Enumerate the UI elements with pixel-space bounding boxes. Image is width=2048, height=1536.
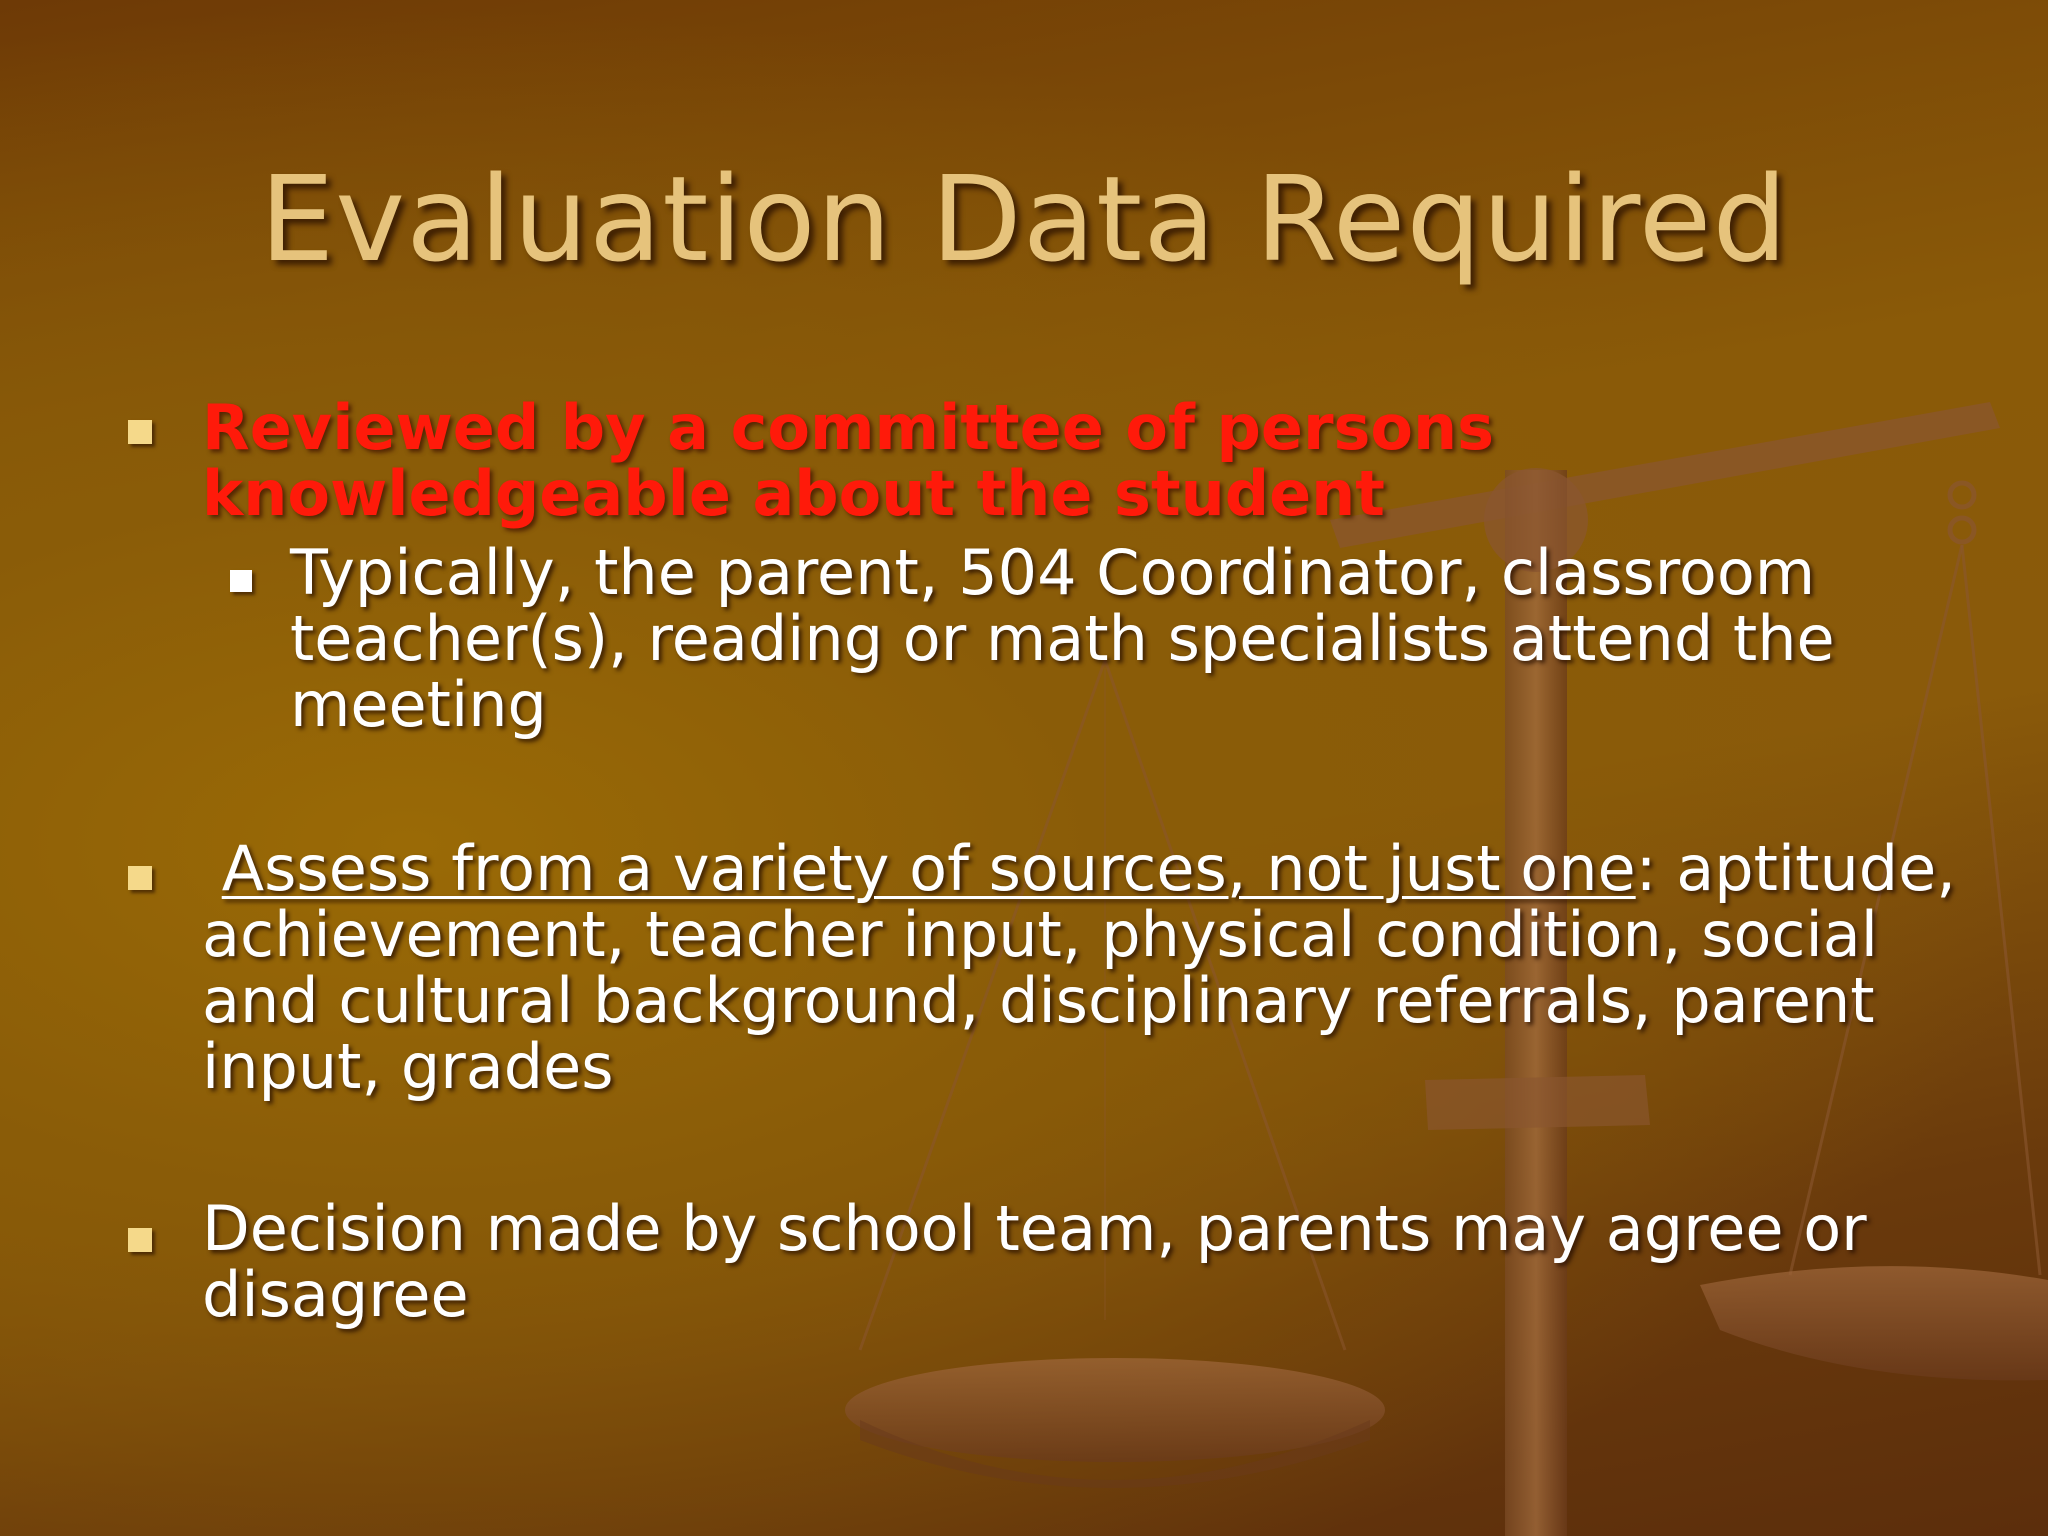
- bullet-marker: [128, 420, 152, 444]
- bullet-1-line-1: Reviewed by a committee of persons: [202, 391, 1495, 464]
- bullet-2-text: [202, 832, 1956, 1103]
- bullet-2-line-1: [202, 832, 1956, 905]
- bullet-1-text: [202, 391, 1495, 530]
- bullet-2-line-1-rest: : aptitude,: [1635, 832, 1956, 905]
- bullet-3-text: [202, 1192, 1867, 1331]
- bullet-3-line-1: Decision made by school team, parents may agree or: [202, 1192, 1867, 1265]
- sub-bullet-line-1: Typically, the parent, 504 Coordinator, classroom: [290, 536, 1816, 609]
- bullet-3-line-2: disagree: [202, 1258, 469, 1331]
- sub-bullet-text: [290, 536, 1835, 741]
- bullet-2-underlined: Assess from a variety of sources, not just one: [221, 832, 1636, 905]
- bullet-marker: [128, 866, 152, 890]
- sub-bullet-line-2: teacher(s), reading or math specialists attend the: [290, 602, 1835, 675]
- sub-bullet-marker: [230, 570, 252, 592]
- bullet-2-line-4: input, grades: [202, 1030, 614, 1103]
- slide-title: Evaluation Data Required: [259, 150, 1789, 288]
- bullet-1-line-2: knowledgeable about the student: [202, 457, 1385, 530]
- bullet-2-line-2: achievement, teacher input, physical condition, social: [202, 898, 1878, 971]
- sub-bullet-line-3: meeting: [290, 668, 547, 741]
- bullet-2-line-3: and cultural background, disciplinary referrals, parent: [202, 964, 1875, 1037]
- bullet-marker: [128, 1228, 152, 1252]
